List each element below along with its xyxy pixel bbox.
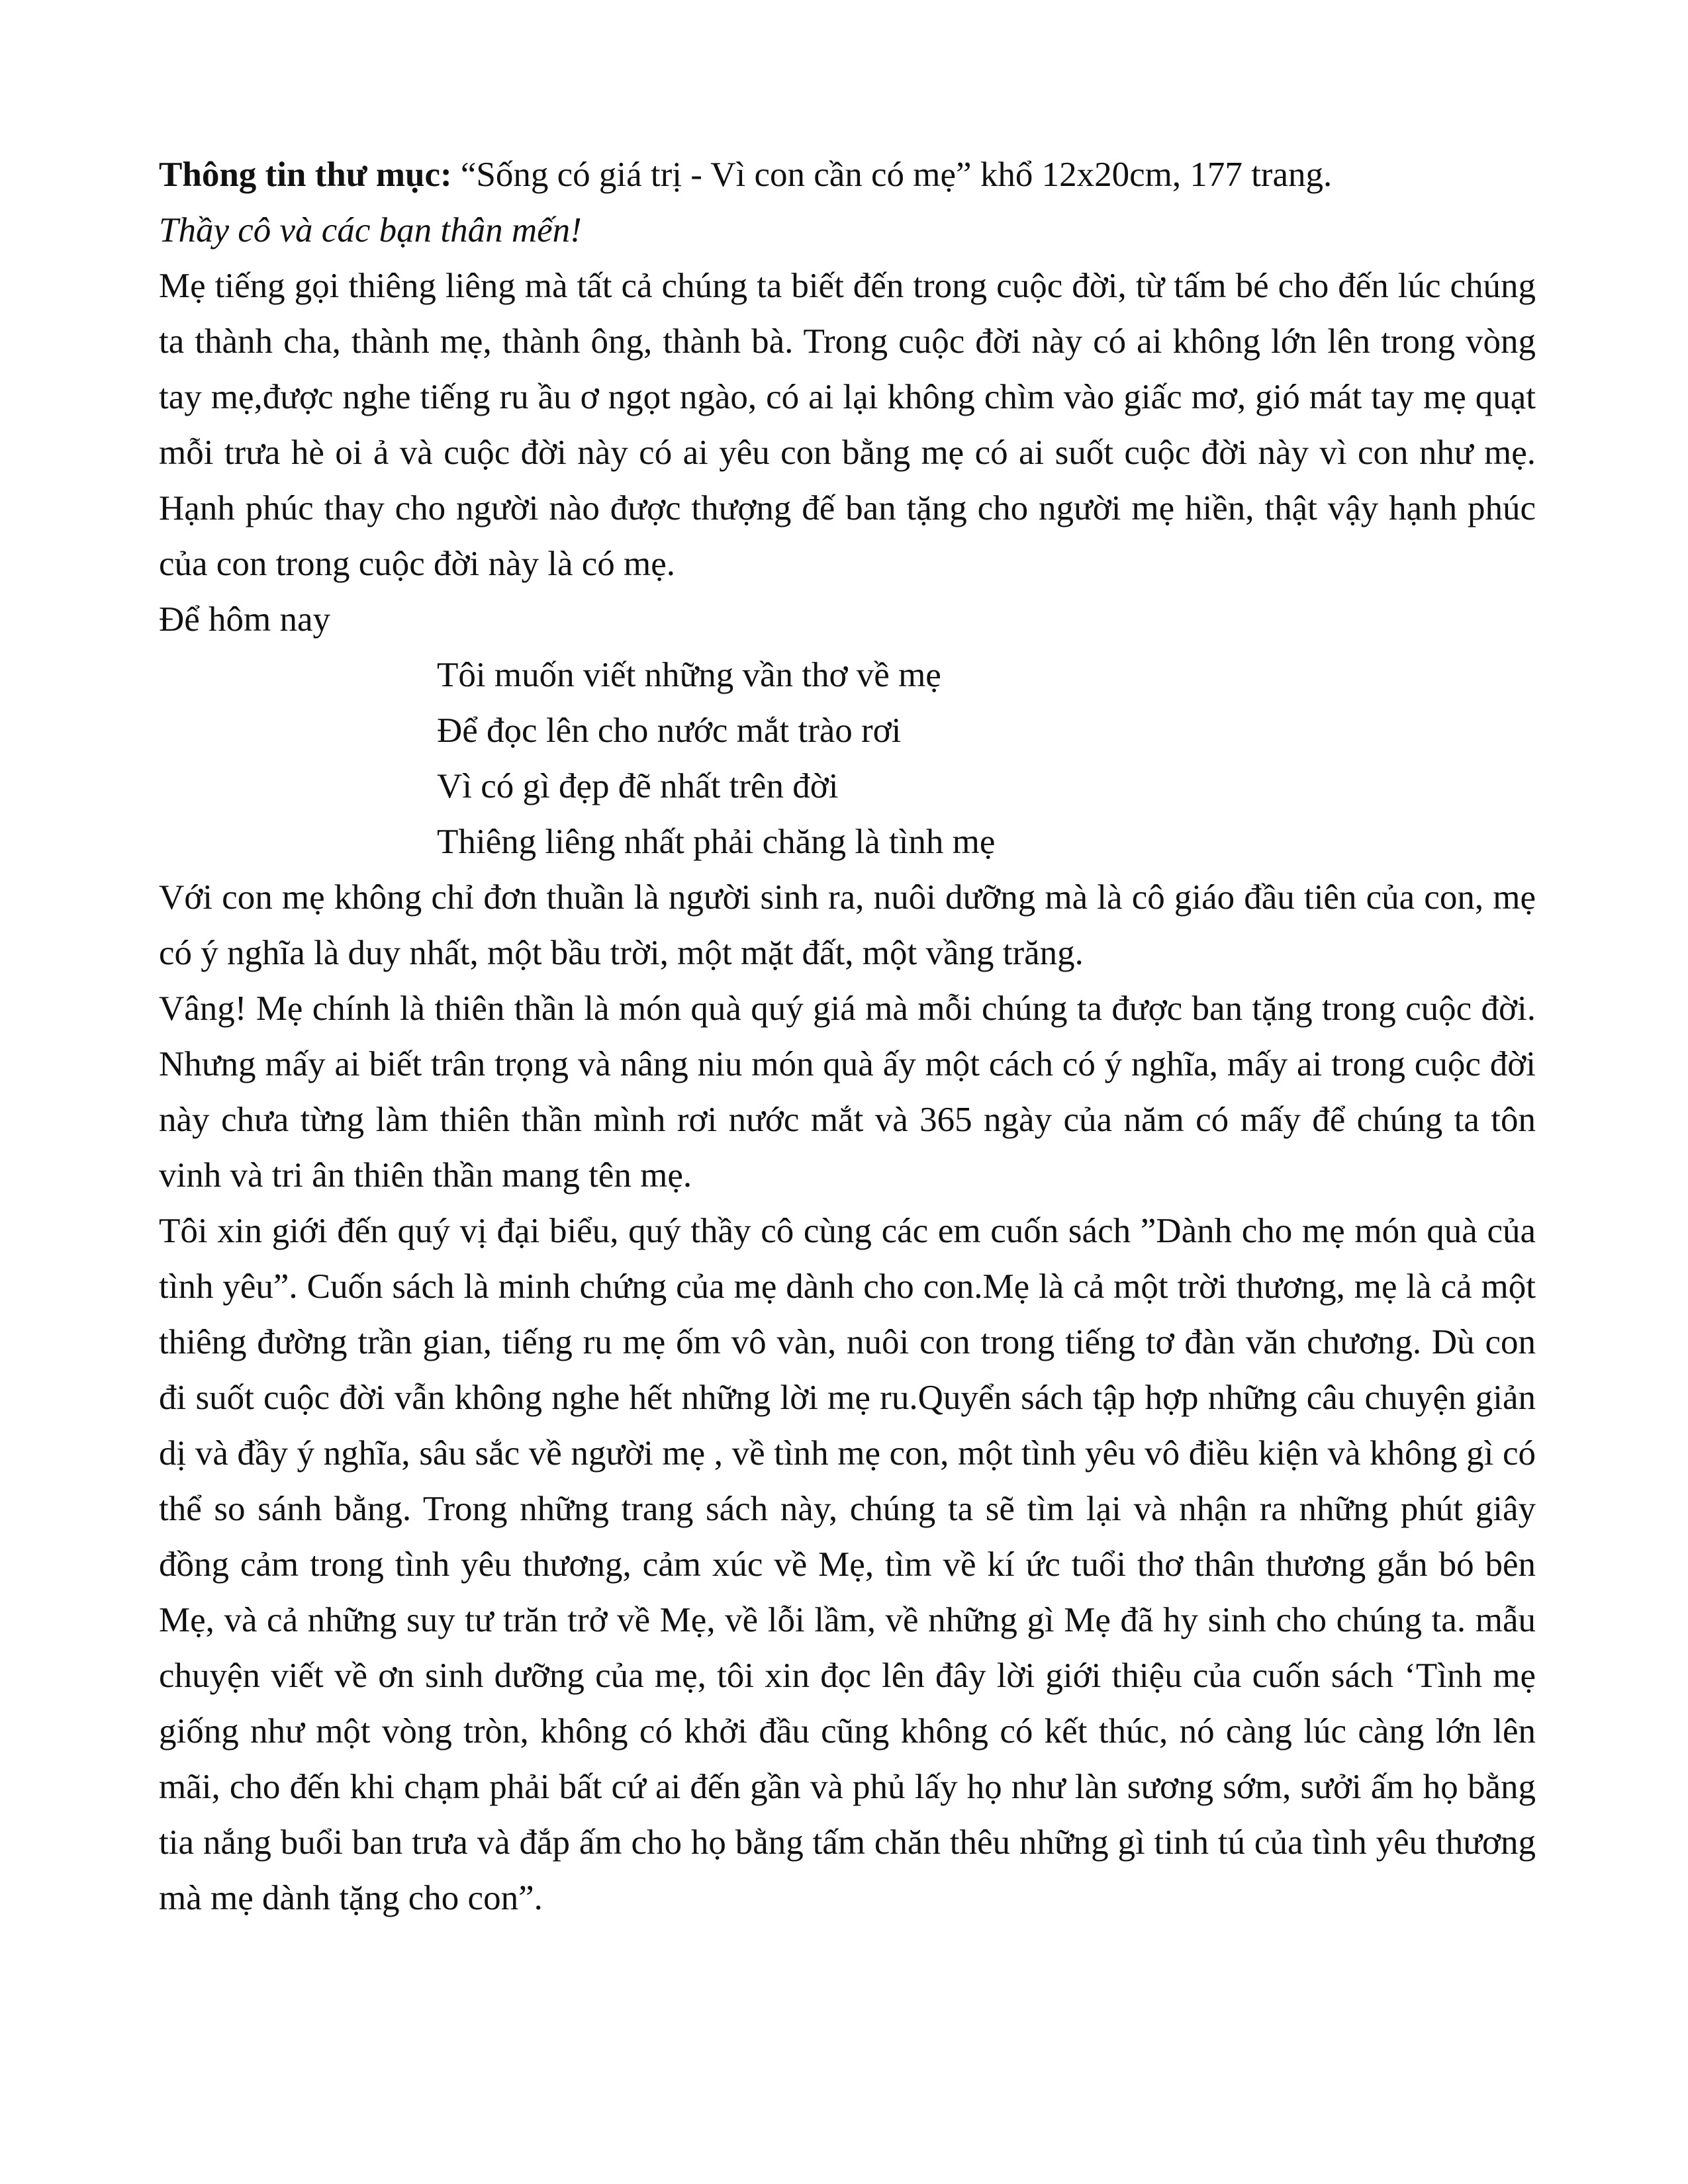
- poem-line: Tôi muốn viết những vần thơ về mẹ: [437, 656, 941, 694]
- bibliography-line: [159, 147, 1536, 203]
- document-page: [159, 147, 1536, 1926]
- paragraph-angel: Vâng! Mẹ chính là thiên thần là món quà quý giá mà mỗi chúng ta được ban tặng trong cuộc đời. Nhưng mấy ai biết trân trọng và nâng niu món quà ấy một cách có ý nghĩa, mấy ai trong cuộc đời này chưa từng làm thiên thần mình rơi nước mắt và 365 ngày của năm có mấy để chúng ta tôn vinh và tri ân thiên thần mang tên mẹ.: [159, 989, 1536, 1195]
- paragraph-book-intro: Tôi xin giới đến quý vị đại biểu, quý thầy cô cùng các em cuốn sách ”Dành cho mẹ món quà của tình yêu”. Cuốn sách là minh chứng của mẹ dành cho con.Mẹ là cả một trời thương, mẹ là cả một thiêng đường trần gian, tiếng ru mẹ ốm vô vàn, nuôi con trong tiếng tơ đàn văn chương. Dù con đi suốt cuộc đời vẫn không nghe hết những lời mẹ ru.Quyển sách tập hợp những câu chuyện giản dị và đầy ý nghĩa, sâu sắc về người mẹ , về tình mẹ con, một tình yêu vô điều kiện và không gì có thể so sánh bằng. Trong những trang sách này, chúng ta sẽ tìm lại và nhận ra những phút giây đồng cảm trong tình yêu thương, cảm xúc về Mẹ, tìm về kí ức tuổi thơ thân thương gắn bó bên Mẹ, và cả những suy tư trăn trở về Mẹ, về lỗi lầm, về những gì Mẹ đã hy sinh cho chúng ta. mẫu chuyện viết về ơn sinh dưỡng của mẹ, tôi xin đọc lên đây lời giới thiệu của cuốn sách ‘Tình mẹ giống như một vòng tròn, không có khởi đầu cũng không có kết thúc, nó càng lúc càng lớn lên mãi, cho đến khi chạm phải bất cứ ai đến gần và phủ lấy họ như làn sương sớm, sưởi ấm họ bằng tia nắng buổi ban trưa và đắp ấm cho họ bằng tấm chăn thêu những gì tinh tú của tình yêu thương mà mẹ dành tặng cho con”.: [159, 1212, 1536, 1917]
- greeting: Thầy cô và các bạn thân mến!: [159, 211, 582, 250]
- paragraph-intro: Mẹ tiếng gọi thiêng liêng mà tất cả chúng ta biết đến trong cuộc đời, từ tấm bé cho đến lúc chúng ta thành cha, thành mẹ, thành ông, thành bà. Trong cuộc đời này có ai không lớn lên trong vòng tay mẹ,được nghe tiếng ru ầu ơ ngọt ngào, có ai lại không chìm vào giấc mơ, gió mát tay mẹ quạt mỗi trưa hè oi ả và cuộc đời này có ai yêu con bằng mẹ có ai suốt cuộc đời này vì con như mẹ. Hạnh phúc thay cho người nào được thượng đế ban tặng cho người mẹ hiền, thật vậy hạnh phúc của con trong cuộc đời này là có mẹ.: [159, 267, 1536, 583]
- bibliography-label: Thông tin thư mục:: [159, 156, 452, 194]
- poem-line: Để đọc lên cho nước mắt trào rơi: [437, 711, 902, 750]
- paragraph-lead-in: Để hôm nay: [159, 600, 331, 639]
- poem-line: Vì có gì đẹp đẽ nhất trên đời: [437, 767, 839, 805]
- poem: [159, 647, 1536, 870]
- poem-line: Thiêng liêng nhất phải chăng là tình mẹ: [437, 823, 996, 861]
- paragraph-mother-meaning: Với con mẹ không chỉ đơn thuần là người sinh ra, nuôi dưỡng mà là cô giáo đầu tiên của con, mẹ có ý nghĩa là duy nhất, một bầu trời, một mặt đất, một vầng trăng.: [159, 878, 1536, 972]
- bibliography-text: “Sống có giá trị - Vì con cần có mẹ” khổ 12x20cm, 177 trang.: [451, 156, 1333, 194]
